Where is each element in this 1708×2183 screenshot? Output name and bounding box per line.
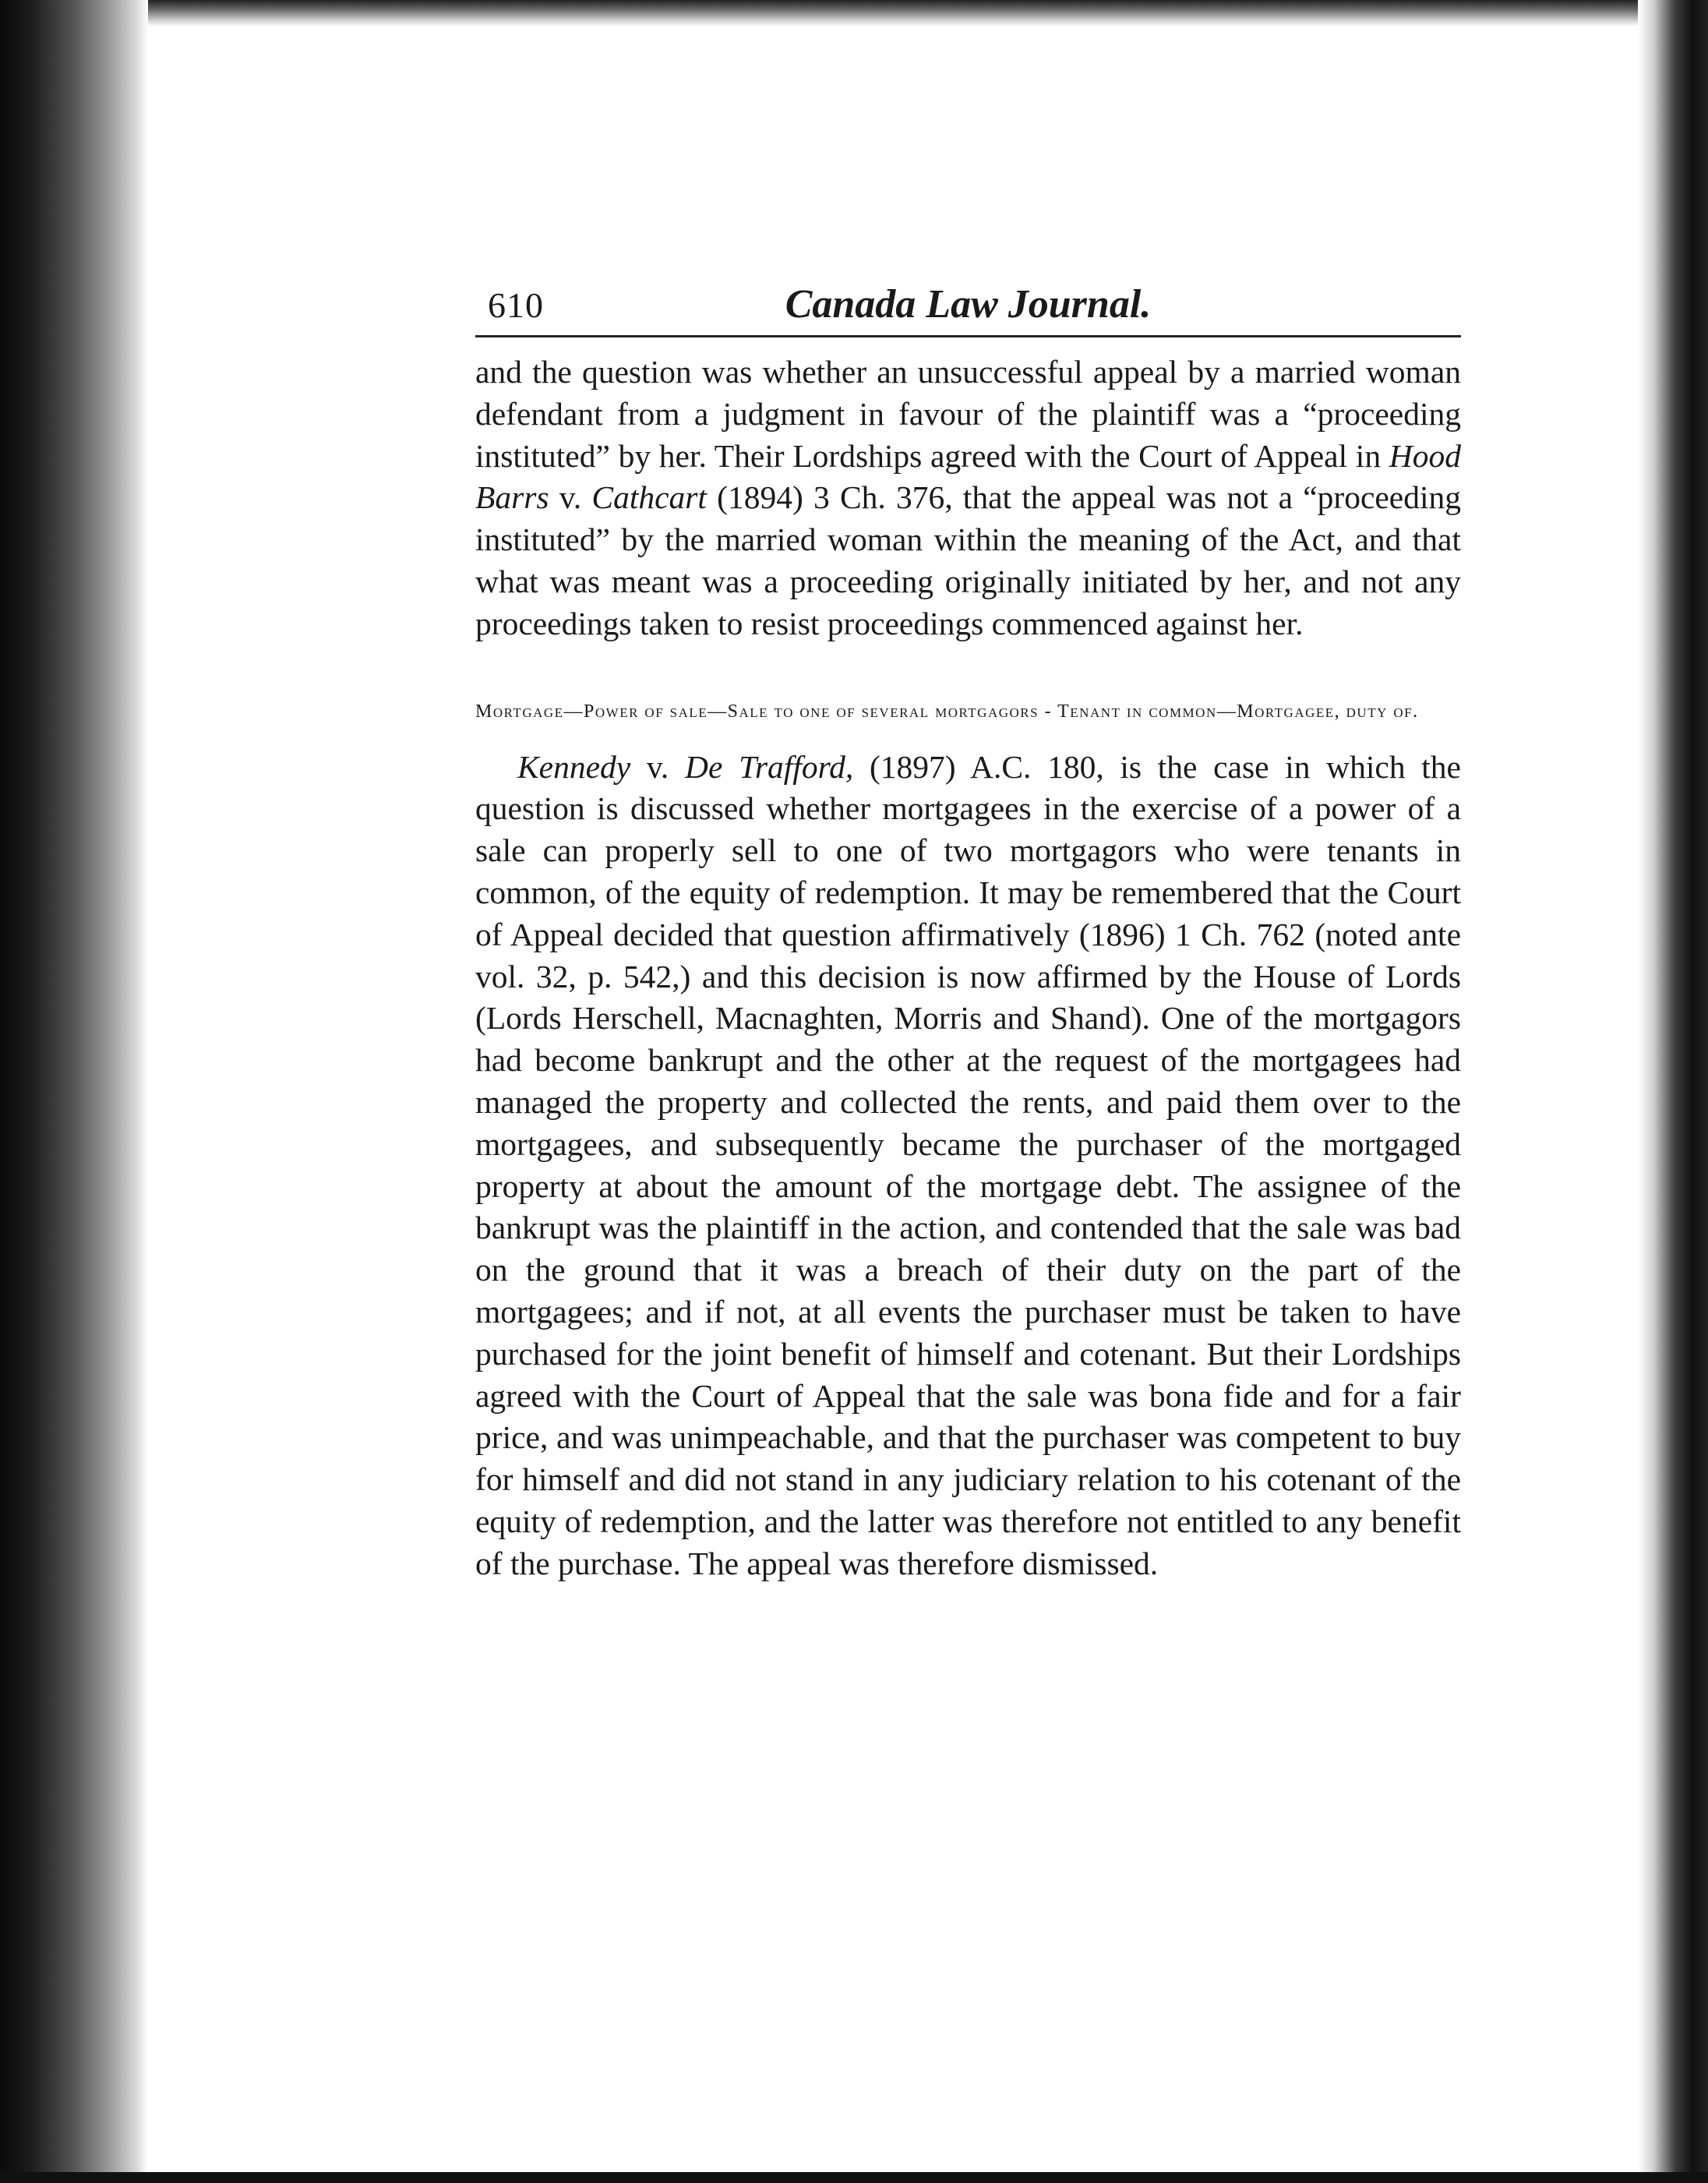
scan-top-edge (148, 0, 1644, 26)
versus: v. (630, 748, 685, 785)
case-name: Hood Barrs (475, 437, 1461, 516)
paragraph-text: (1897) A.C. 180, is the case in which the question is discussed whether mortgagees in the exercise of a power of a sale can properly sell to one of two mortgagors who were tenants in common, of the equity of redemption. It may be remembered that the Court of Appeal decided that question affirmatively (1896) 1 Ch. 762 (noted ante vol. 32, p. 542,) and this decision is now affirmed by the House of Lords (Lords Herschell, Macnaghten, Morris and Shand). One of the mortgagors had become bankrupt and the other at the request of the mortgagees had managed the property and collected the rents, and paid them over to the mortgagees, and subsequently became the purchaser of the mortgaged property at about the amount of the mortgage debt. The assignee of the bankrupt was the plaintiff in the action, and contended that the sale was bad on the ground that it was a breach of their duty on the part of the mortgagees; and if not, at all events the purchaser must be taken to have purchased for the joint benefit of himself and cotenant. But their Lordships agreed with the Court of Appeal that the sale was bona fide and for a fair price, and was unimpeachable, and that the purchaser was competent to buy for himself and did not stand in any judiciary relation to his cotenant of the equity of redemption, and the latter was therefore not entitled to any benefit of the purchase. The appeal was therefore dismissed. (475, 748, 1461, 1581)
case-name: Cathcart (591, 479, 707, 516)
paragraph-text: (1894) 3 Ch. 376, that the appeal was not a “proceeding instituted” by the married woman within the meaning of the Act, and that what was meant was a proceeding originally initiated by her, and not any proceedings taken to resist proceedings commenced against her. (475, 479, 1461, 641)
scan-right-edge (1638, 0, 1708, 2183)
journal-page (475, 273, 1461, 1585)
paragraph-text: and the question was whether an unsuccessful appeal by a married woman defendant from a judgment in favour of the plaintiff was a “proceeding instituted” by her. Their Lordships agreed with the Court of Appeal in (475, 354, 1461, 474)
page-number: 610 (488, 285, 544, 325)
paragraph-married-woman-appeal (475, 351, 1461, 645)
section-heading: Mortgage—Power of sale—Sale to one of several mortgagors - Tenant in common—Mortgagee, duty of. (475, 701, 1419, 722)
scan-left-edge (0, 0, 148, 2183)
paragraph-kennedy-case (475, 747, 1461, 1585)
journal-title: Canada Law Journal. (785, 282, 1152, 327)
case-name: Kennedy (517, 748, 631, 785)
case-name: De Trafford, (685, 748, 854, 785)
versus: v. (549, 479, 592, 516)
running-head (475, 273, 1461, 337)
scan-bottom-edge (0, 2172, 1708, 2183)
